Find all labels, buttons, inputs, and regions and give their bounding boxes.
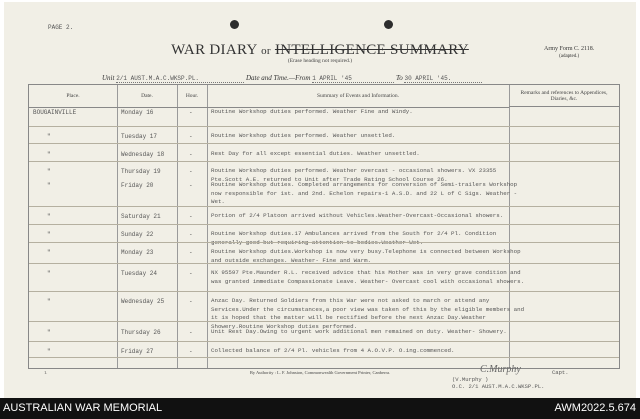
row-hour: - bbox=[189, 249, 193, 256]
header-place: Place. bbox=[29, 85, 117, 108]
header-remarks: Remarks and references to Appendices, Diaries, &c. bbox=[509, 85, 619, 107]
row-hour: - bbox=[189, 151, 193, 158]
printer-line: By Authority : L. F. Johnston, Commonwealth Government Printer, Canberra. bbox=[249, 370, 391, 375]
row-date: Tuesday 17 bbox=[121, 133, 158, 140]
row-summary: Unit Rest Day.Owing to urgent work additional men remained on duty. Weather- Showery. bbox=[211, 328, 507, 335]
row-hour: - bbox=[189, 270, 193, 277]
signature: C.Murphy bbox=[480, 364, 521, 375]
form-title bbox=[4, 42, 636, 59]
row-hour: - bbox=[189, 298, 193, 305]
row-summary: Routine Workshop duties.Workshop is now very busy.Telephone is connected between Workshop and outside exchanges. Weather- Fine and Warm. bbox=[211, 248, 521, 264]
footer-institution: AUSTRALIAN WAR MEMORIAL bbox=[3, 402, 163, 414]
signature-unit: O.C. 2/1 AUST.M.A.C.WKSP.PL. bbox=[452, 383, 545, 390]
row-divider bbox=[29, 341, 619, 342]
row-date: Thursday 19 bbox=[121, 168, 161, 175]
page-label: PAGE 2. bbox=[48, 24, 74, 31]
row-summary: Rest Day for all except essential duties. Weather unsettled. bbox=[211, 150, 420, 157]
signature-name: (V.Murphy ) bbox=[452, 376, 489, 383]
row-place: BOUGAINVILLE bbox=[33, 109, 77, 116]
signature-block bbox=[452, 376, 544, 390]
punch-hole bbox=[230, 20, 239, 29]
date-label: Date and Time.—From bbox=[245, 74, 311, 82]
row-divider bbox=[29, 242, 619, 243]
form-reference-line1: Army Form C. 2118. bbox=[544, 46, 595, 52]
row-place: " bbox=[47, 151, 51, 158]
row-place: " bbox=[47, 249, 51, 256]
column-divider bbox=[177, 85, 178, 368]
unit-value: 2/1 AUST.M.A.C.WKSP.PL. bbox=[116, 75, 244, 83]
form-reference bbox=[544, 46, 594, 60]
archive-footer bbox=[0, 398, 640, 419]
form-reference-line2: (adapted.) bbox=[559, 54, 580, 59]
row-hour: - bbox=[189, 231, 193, 238]
row-place: " bbox=[47, 270, 51, 277]
row-divider bbox=[29, 291, 619, 292]
column-divider bbox=[207, 85, 208, 368]
row-date: Thursday 26 bbox=[121, 329, 161, 336]
unit-date-line bbox=[102, 74, 482, 83]
row-summary: Portion of 2/4 Platoon arrived without Vehicles.Weather-Overcast-Occasional showers. bbox=[211, 212, 504, 219]
row-divider bbox=[29, 143, 619, 144]
row-place: " bbox=[47, 213, 51, 220]
column-divider bbox=[117, 85, 118, 368]
row-date: Friday 27 bbox=[121, 348, 154, 355]
punch-hole bbox=[384, 20, 393, 29]
row-hour: - bbox=[189, 168, 193, 175]
header-date: Date. bbox=[117, 85, 177, 108]
date-to-value: 30 APRIL '45. bbox=[404, 75, 482, 83]
row-summary: Routine Workshop duties.17 Ambulances arrived from the South for 2/4 Pl. Condition generally good but requiring attention to bodies.Weather-Wet. bbox=[211, 230, 497, 246]
diary-table bbox=[28, 84, 620, 369]
row-divider bbox=[29, 263, 619, 264]
row-date: Tuesday 24 bbox=[121, 270, 158, 277]
row-summary: Routine Workshop duties performed. Weather overcast - occasional showers. VX 23355 Pte.Scott A.E. returned to Unit after Trade Rating School Course 26. bbox=[211, 167, 497, 183]
header-hour: Hour. bbox=[177, 85, 207, 108]
row-divider bbox=[29, 161, 619, 162]
row-summary: Anzac Day. Returned Soldiers from this War were not asked to march or attend any Services.Under the circumstances,a poor view was taken of this by the eligible members and it is hoped that the matter will be rectified before the next Anzac Day.Weather Showery.Routine Workshop duties performed. bbox=[211, 297, 525, 330]
header-summary: Summary of Events and Information. bbox=[207, 85, 509, 108]
date-to-label: To bbox=[395, 74, 403, 82]
row-date: Monday 16 bbox=[121, 109, 154, 116]
footnote-number: 1. bbox=[44, 370, 48, 375]
unit-label: Unit bbox=[102, 74, 115, 82]
row-place: " bbox=[47, 348, 51, 355]
row-summary: NX 95597 Pte.Maunder R.L. received advice that his Mother was in very grave condition and was granted immediate Compassionate Leave. Weather- Overcast cool with occasional showers. bbox=[211, 269, 525, 285]
row-date: Monday 23 bbox=[121, 249, 154, 256]
footer-reference: AWM2022.5.674 bbox=[554, 402, 636, 414]
row-hour: - bbox=[189, 329, 193, 336]
row-place: " bbox=[47, 168, 51, 175]
date-from-value: 1 APRIL '45 bbox=[312, 75, 394, 83]
title-struck: INTELLIGENCE SUMMARY bbox=[274, 42, 469, 58]
row-hour: - bbox=[189, 213, 193, 220]
row-date: Saturday 21 bbox=[121, 213, 161, 220]
row-place: " bbox=[47, 231, 51, 238]
row-hour: - bbox=[189, 182, 193, 189]
row-date: Wednesday 25 bbox=[121, 298, 165, 305]
row-summary: Collected balance of 2/4 Pl. vehicles from 4 A.O.V.P. O.ing.commenced. bbox=[211, 347, 455, 354]
row-divider bbox=[29, 224, 619, 225]
row-place: " bbox=[47, 298, 51, 305]
diary-sheet bbox=[4, 2, 636, 398]
row-hour: - bbox=[189, 109, 193, 116]
row-divider bbox=[29, 126, 619, 127]
title-main: WAR DIARY bbox=[171, 42, 258, 58]
row-summary: Routine Workshop duties. Completed arrangements for conversion of Semi-trailers Workshop now responsible for 1st. and 2nd. Echelon repairs-1 A.S.D. and 22 L of C Sigs. Weather -Wet. bbox=[211, 181, 518, 205]
signature-rank: Capt. bbox=[552, 369, 569, 376]
row-summary: Routine Workshop duties performed. Weather Fine and Windy. bbox=[211, 108, 413, 115]
row-hour: - bbox=[189, 348, 193, 355]
row-date: Friday 20 bbox=[121, 182, 154, 189]
row-date: Wednesday 18 bbox=[121, 151, 165, 158]
row-place: " bbox=[47, 133, 51, 140]
row-date: Sunday 22 bbox=[121, 231, 154, 238]
row-divider bbox=[29, 357, 619, 358]
row-summary: Routine Workshop duties performed. Weather unsettled. bbox=[211, 132, 396, 139]
row-hour: - bbox=[189, 133, 193, 140]
title-or: or bbox=[261, 45, 271, 57]
row-divider bbox=[29, 321, 619, 322]
row-divider bbox=[29, 206, 619, 207]
row-place: " bbox=[47, 182, 51, 189]
row-place: " bbox=[47, 329, 51, 336]
subtitle-note: (Erase heading not required.) bbox=[287, 58, 353, 64]
